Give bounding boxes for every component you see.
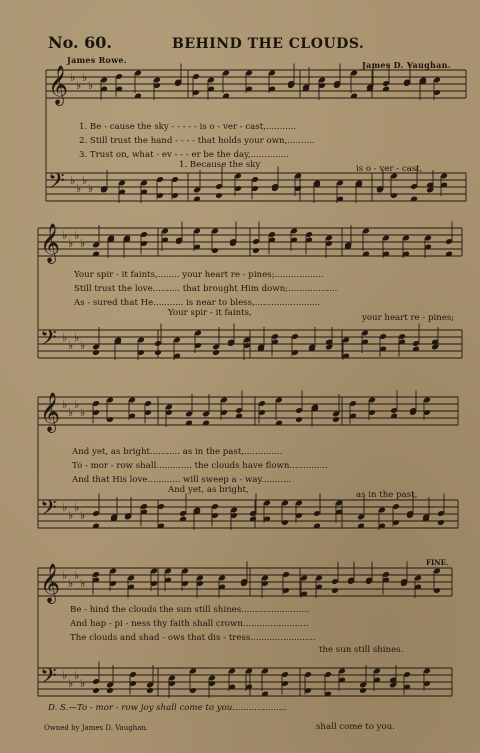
flat-sign: ♭ (62, 569, 68, 582)
note-head (295, 416, 303, 423)
note-head (331, 587, 339, 594)
flat-sign: ♭ (62, 669, 68, 682)
flat-sign: ♭ (74, 229, 80, 242)
flat-sign: ♭ (74, 669, 80, 682)
verse-line: 2. Still trust the hand - - - - that holds your own,.......... (79, 136, 315, 146)
bass-lyric: And yet, as bright, (168, 485, 249, 495)
hymn-number: No. 60. (48, 33, 112, 52)
bass-clef: 𝄢 (40, 326, 57, 356)
flat-sign: ♭ (80, 509, 86, 522)
flat-sign: ♭ (76, 79, 82, 92)
verse-line: And that His love............ will sweep a - way........... (72, 475, 292, 485)
flat-sign: ♭ (68, 237, 74, 250)
verse-line: And hap - pi - ness thy faith shall crown........................ (70, 619, 309, 629)
bass-clef: 𝄢 (40, 496, 57, 526)
flat-sign: ♭ (80, 237, 86, 250)
note-head (332, 416, 340, 423)
flat-sign: ♭ (62, 229, 68, 242)
flat-sign: ♭ (80, 406, 86, 419)
treble-clef: 𝄞 (40, 563, 61, 603)
flat-sign: ♭ (88, 182, 94, 195)
verse-line: Your spir - it faints,........ your heart re - pines;.................. (74, 270, 324, 280)
note-head (92, 687, 100, 694)
bass-lyric: shall come to you. (316, 722, 395, 732)
treble-clef: 𝄞 (48, 65, 69, 105)
bass-lyric: 1. Because the sky (179, 160, 261, 170)
note-head (92, 349, 100, 356)
verse-line: 1. Be - cause the sky - - - - - is o - ver - cast,........... (79, 122, 297, 132)
flat-sign: ♭ (80, 577, 86, 590)
flat-sign: ♭ (68, 406, 74, 419)
flat-sign: ♭ (62, 331, 68, 344)
note-head (215, 192, 223, 199)
verse-line: 3. Trust on, what - ev - - - er be the day,.............. (79, 150, 289, 160)
flat-sign: ♭ (68, 577, 74, 590)
verse-line: And yet, as bright........... as in the past,.............. (72, 447, 283, 457)
fine-mark: FINE. (426, 558, 449, 567)
verse-line: To - mor - row shall............. the clouds have flown.............. (72, 461, 328, 471)
note-head (359, 687, 367, 694)
bass-lyric: Your spir - it faints, (168, 308, 252, 318)
flat-sign: ♭ (80, 677, 86, 690)
flat-sign: ♭ (62, 398, 68, 411)
flat-sign: ♭ (70, 174, 76, 187)
bass-lyric: the sun still shines. (319, 645, 404, 655)
lyricist-credit: James Rowe. (67, 55, 127, 65)
flat-sign: ♭ (68, 509, 74, 522)
hymn-title: BEHIND THE CLOUDS. (172, 36, 365, 52)
flat-sign: ♭ (74, 331, 80, 344)
bass-clef: 𝄢 (48, 169, 65, 199)
flat-sign: ♭ (74, 501, 80, 514)
verse-line: Still trust the love.......... that brought Him down;.................. (74, 284, 338, 294)
ds-lyric: D. S.—To - mor - row joy shall come to you.................... (48, 703, 287, 713)
flat-sign: ♭ (80, 339, 86, 352)
flat-sign: ♭ (62, 501, 68, 514)
copyright-notice: Owned by James D. Vaughan. (44, 724, 149, 732)
flat-sign: ♭ (74, 398, 80, 411)
bass-lyric: your heart re - pines; (362, 313, 455, 323)
note-head (106, 687, 114, 694)
note-head (252, 247, 260, 254)
bass-lyric: as in the past, (356, 490, 418, 500)
bass-lyric: is o - ver - cast, (356, 164, 423, 174)
flat-sign: ♭ (76, 182, 82, 195)
note-head (146, 687, 154, 694)
flat-sign: ♭ (74, 569, 80, 582)
flat-sign: ♭ (68, 339, 74, 352)
verse-line: The clouds and shad - ows that dis - tress........................ (70, 633, 316, 643)
flat-sign: ♭ (70, 71, 76, 84)
composer-credit: James D. Vaughan. (362, 60, 451, 70)
verse-line: As - sured that He........... is near to bless,........................ (74, 298, 321, 308)
note-head (437, 519, 445, 526)
flat-sign: ♭ (82, 71, 88, 84)
note-head (212, 349, 220, 356)
treble-clef: 𝄞 (40, 223, 61, 263)
note-head (154, 349, 162, 356)
verse-line: Be - hind the clouds the sun still shines......................... (70, 605, 310, 615)
treble-clef: 𝄞 (40, 392, 61, 432)
flat-sign: ♭ (68, 677, 74, 690)
flat-sign: ♭ (88, 79, 94, 92)
flat-sign: ♭ (82, 174, 88, 187)
bass-clef: 𝄢 (40, 664, 57, 694)
